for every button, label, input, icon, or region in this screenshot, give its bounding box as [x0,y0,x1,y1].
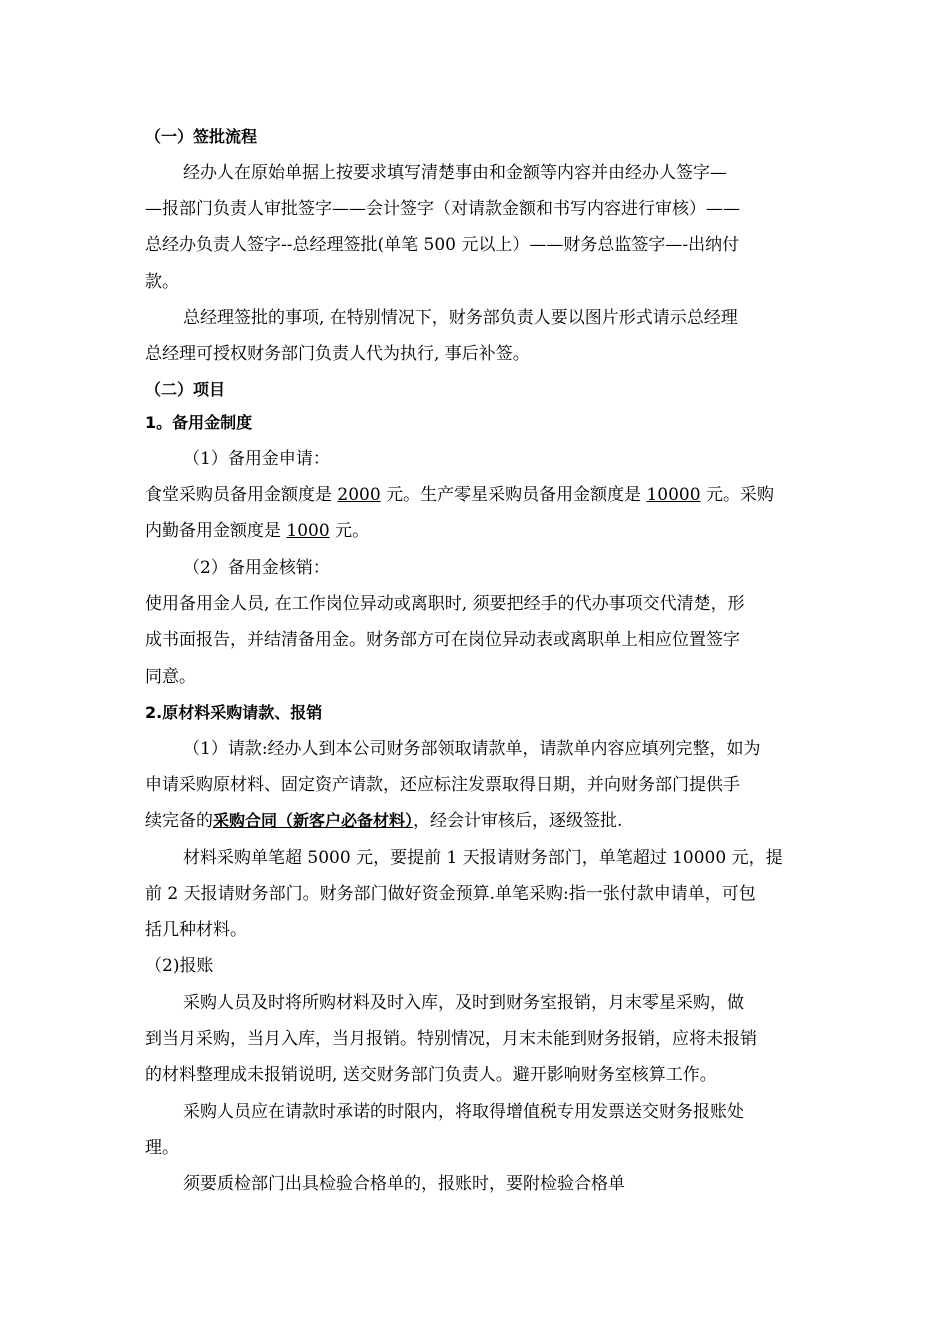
paragraph-line [145,810,815,832]
paragraph-line: 须要质检部门出具检验合格单的，报账时，要附检验合格单 [183,1174,625,1194]
paragraph-line: 经办人在原始单据上按要求填写清楚事由和金额等内容并由经办人签字— [183,163,727,183]
text-run: 续完备的 [145,811,213,831]
paragraph-line: —报部门负责人审批签字——会计签字（对请款金额和书写内容进行审核）—— [145,199,740,219]
text-run: 内勤备用金额度是 [145,521,287,541]
paragraph-line: 到当月采购，当月入库，当月报销。特别情况，月末未能到财务报销，应将未报销 [145,1029,757,1049]
paragraph-line: 总经理签批的事项, 在特别情况下，财务部负责人要以图片形式请示总经理 [183,308,738,328]
paragraph-line [145,520,815,542]
paragraph-line: （1）请款:经办人到本公司财务部领取请款单，请款单内容应填列完整，如为 [183,739,761,759]
paragraph-line: 采购人员及时将所购材料及时入库，及时到财务室报销，月末零星采购，做 [183,993,744,1013]
paragraph-line: 的材料整理成未报销说明, 送交财务部门负责人。避开影响财务室核算工作。 [145,1065,717,1085]
amount-production: 10000 [646,485,701,505]
paragraph-line: 采购人员应在请款时承诺的时限内，将取得增值税专用发票送交财务报账处 [183,1102,744,1122]
paragraph-line: 总经办负责人签字--总经理签批(单笔 500 元以上）——财务总监签字—-出纳付 [145,235,740,255]
paragraph-line: 成书面报告，并结清备用金。财务部方可在岗位异动表或离职单上相应位置签字 [145,630,740,650]
text-run: 元。采购 [700,485,774,505]
paragraph-line: 使用备用金人员, 在工作岗位异动或离职时, 须要把经手的代办事项交代清楚，形 [145,594,745,614]
text-run: 元。 [329,521,370,541]
heading-petty-cash: 1。备用金制度 [145,413,253,432]
text-run: 元。生产零星采购员备用金额度是 [380,485,647,505]
paragraph-line: 材料采购单笔超 5000 元，要提前 1 天报请财务部门，单笔超过 10000 元，提 [183,848,783,868]
subheading-petty-cash-application: （1）备用金申请： [183,449,330,469]
heading-items: （二）项目 [145,380,226,399]
paragraph-line: 款。 [145,272,179,292]
amount-internal: 1000 [286,521,330,541]
purchase-contract-note: 采购合同（新客户必备材料） [213,811,414,830]
amount-canteen: 2000 [337,485,381,505]
paragraph-line: 括几种材料。 [145,920,247,940]
heading-approval-process: （一）签批流程 [145,127,258,146]
subheading-reimbursement: （2)报账 [145,956,214,976]
paragraph-line [145,484,815,506]
paragraph-line: 同意。 [145,667,196,687]
paragraph-line: 总经理可授权财务部门负责人代为执行, 事后补签。 [145,344,530,364]
paragraph-line: 申请采购原材料、固定资产请款，还应标注发票取得日期，并向财务部门提供手 [145,775,740,795]
paragraph-line: 理。 [145,1138,179,1158]
heading-purchase-payment: 2.原材料采购请款、报销 [145,703,323,722]
text-run: 食堂采购员备用金额度是 [145,485,338,505]
subheading-petty-cash-writeoff: （2）备用金核销： [183,558,330,578]
paragraph-line: 前 2 天报请财务部门。财务部门做好资金预算.单笔采购:指一张付款申请单，可包 [145,884,756,904]
text-run: ，经会计审核后，逐级签批. [413,811,623,831]
